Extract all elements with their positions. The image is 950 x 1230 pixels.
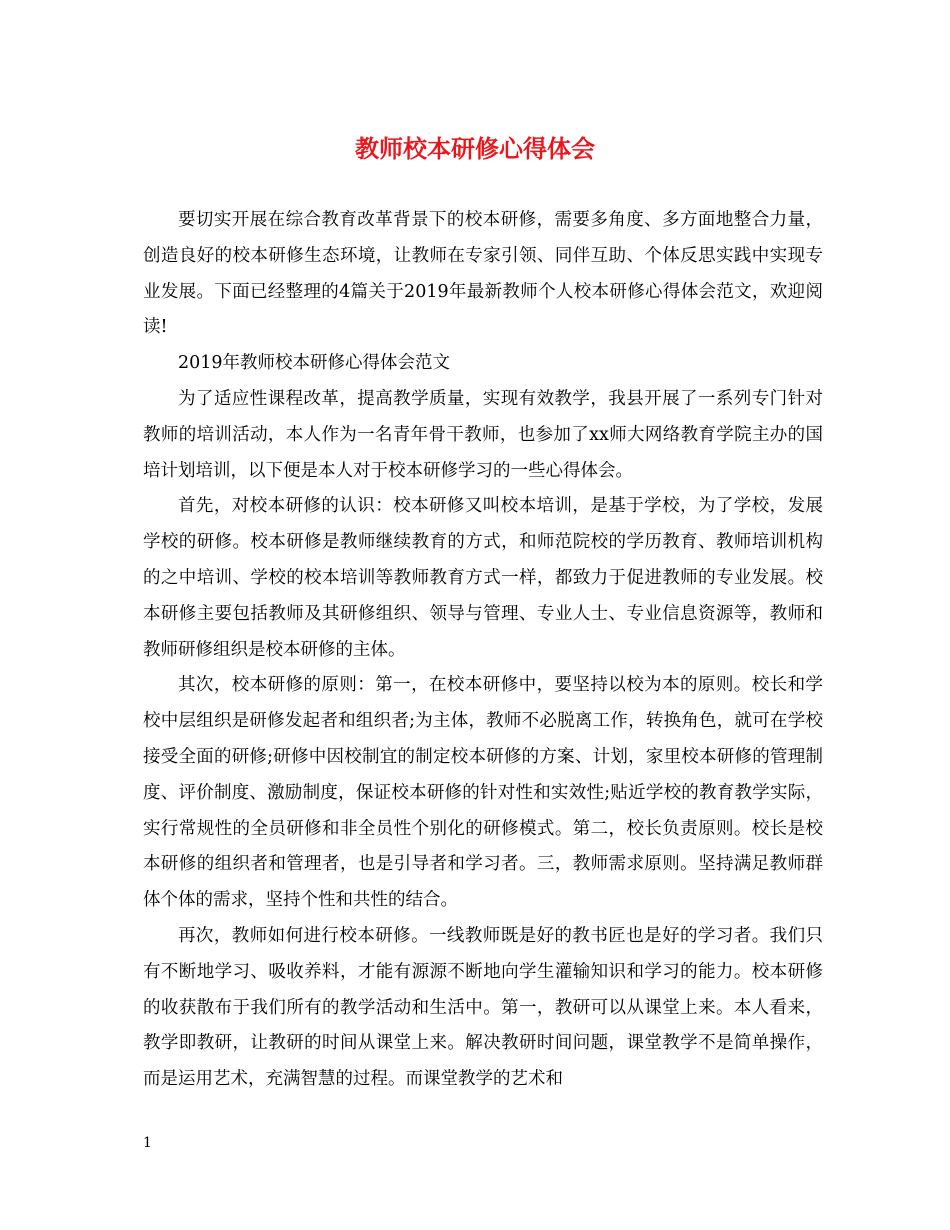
section-heading: 2019年教师校本研修心得体会范文: [178, 353, 451, 374]
body-paragraph: 再次，教师如何进行校本研修。一线教师既是好的教书匠也是好的学习者。我们只有不断地学习、吸收养料，才能有源源不断地向学生灌输知识和学习的能力。校本研修的收获散布于我们所有的教学活动和生活中。第一，教研可以从课堂上来。本人看来，教学即教研，让教研的时间从课堂上来。解决教研时间问题，课堂教学不是简单操作，而是运用艺术，充满智慧的过程。而课堂教学的艺术和: [143, 925, 823, 1090]
body-paragraph: 其次，校本研修的原则：第一，在校本研修中，要坚持以校为本的原则。校长和学校中层组织是研修发起者和组织者;为主体，教师不必脱离工作，转换角色，就可在学校接受全面的研修;研修中因校制宜的制定校本研修的方案、计划，家里校本研修的管理制度、评价制度、激励制度，保证校本研修的针对性和实效性;贴近学校的教育教学实际，实行常规性的全员研修和非全员性个别化的研修模式。第二，校长负责原则。校长是校本研修的组织者和管理者，也是引导者和学习者。三，教师需求原则。坚持满足教师群体个体的需求，坚持个性和共性的结合。: [143, 675, 823, 911]
document-title: 教师校本研修心得体会: [355, 134, 595, 163]
body-paragraph: 首先，对校本研修的认识：校本研修又叫校本培训，是基于学校，为了学校，发展学校的研修。校本研修是教师继续教育的方式，和师范院校的学历教育、教师培训机构的之中培训、学校的校本培训等教师教育方式一样，都致力于促进教师的专业发展。校本研修主要包括教师及其研修组织、领导与管理、专业人士、专业信息资源等，教师和教师研修组织是校本研修的主体。: [143, 496, 823, 660]
body-paragraph: 为了适应性课程改革，提高教学质量，实现有效教学，我县开展了一系列专门针对教师的培训活动，本人作为一名青年骨干教师，也参加了xx师大网络教育学院主办的国培计划培训，以下便是本人对于校本研修学习的一些心得体会。: [143, 388, 823, 481]
intro-paragraph: 要切实开展在综合教育改革背景下的校本研修，需要多角度、多方面地整合力量，创造良好的校本研修生态环境，让教师在专家引领、同伴互助、个体反思实践中实现专业发展。下面已经整理的4篇关于2019年最新教师个人校本研修心得体会范文，欢迎阅读!: [143, 210, 823, 338]
page-number: 1: [143, 1135, 152, 1151]
document-body: [143, 203, 823, 1098]
